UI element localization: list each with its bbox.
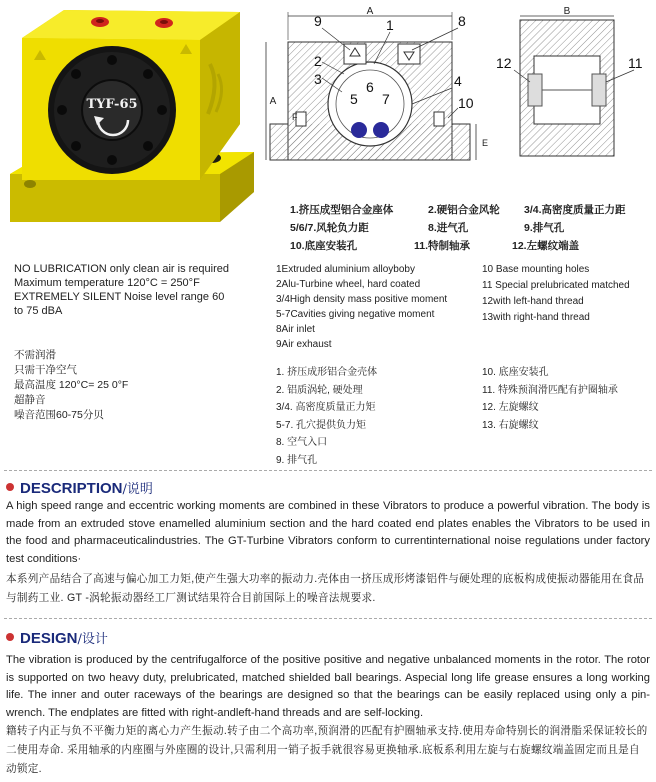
spec-line: EXTREMELY SILENT Noise level range 60 — [14, 291, 225, 303]
part-line: 8. 空气入口 — [276, 437, 328, 448]
part-line: 13with right-hand thread — [482, 312, 590, 323]
product-photo — [4, 4, 260, 254]
description-heading — [6, 478, 153, 497]
part-line: 13. 右旋螺纹 — [482, 419, 539, 431]
part-line: 3/4. 高密度质量正力矩 — [276, 402, 376, 413]
callout-7: 7 — [382, 91, 390, 107]
spec-line: NO LUBRICATION only clean air is required — [14, 263, 229, 275]
design-title: DESIGN — [20, 630, 78, 647]
divider — [4, 618, 652, 619]
parts-en-left — [276, 262, 447, 352]
part-line: 5-7. 孔穴提供负力矩 — [276, 419, 367, 431]
technical-drawing — [262, 4, 652, 204]
dim-label-e: E — [482, 138, 489, 148]
part-line: 10. 底座安装孔 — [482, 367, 549, 378]
design-heading — [6, 628, 108, 647]
spec-line: to 75 dBA — [14, 305, 63, 317]
callout-6: 6 — [366, 79, 374, 95]
callout-10: 10 — [458, 95, 474, 111]
part-line: 2. 铝质涡轮, 硬处理 — [276, 384, 363, 396]
callout-11: 11 — [628, 55, 643, 71]
dim-label-a-top: A — [366, 6, 374, 17]
model-label: TYF-65 — [86, 97, 138, 112]
callout-9: 9 — [314, 13, 322, 29]
part-line: 11. 特殊预润滑匹配有护圈轴承 — [482, 384, 618, 396]
bullet-icon — [6, 633, 14, 641]
part-line: 9. 排气孔 — [276, 454, 318, 466]
bullet-icon — [6, 483, 14, 491]
legend-item: 10.底座安装孔 — [290, 240, 358, 252]
callout-3: 3 — [314, 71, 322, 87]
spec-line: 最高温度 120°C= 25 0°F — [14, 379, 129, 391]
divider — [4, 470, 652, 471]
spec-line: 超静音 — [14, 394, 46, 406]
callout-12: 12 — [496, 55, 512, 71]
description-text-cn: 本系列产品结合了高速与偏心加工力矩,使产生强大功率的振动力.壳体由一挤压成形烤漆铝件与硬处理的底板构成使振动器能用在食品与制药工业. GT -涡轮振动器经工厂测试结果符合目前国际上的噪音法规要求. — [6, 573, 645, 604]
description-text-en: A high speed range and eccentric working moments are combined in these Vibrators to produce a powerful vibration. The body is made from an extruded stove enamelled aluminium section and the hard coated end plates enables the Vibrators to be used in the food and pharmaceuticalindustries. The GT-Turbine Vibrators conform to currentinternational noise regulations under factory test conditions· — [6, 500, 650, 565]
dim-label-f: F — [292, 112, 298, 122]
part-line: 9Air exhaust — [276, 339, 332, 350]
legend-item: 5/6/7.风轮负力距 — [290, 222, 369, 234]
description-title-cn: /说明 — [122, 482, 153, 497]
legend-item: 3/4.高密度质量正力距 — [524, 204, 626, 216]
part-line: 12. 左旋螺纹 — [482, 402, 539, 413]
part-line: 3/4High density mass positive moment — [276, 294, 448, 305]
part-line: 11 Special prelubricated matched — [482, 280, 630, 291]
legend-item: 8.进气孔 — [428, 222, 469, 234]
parts-cn-left — [276, 364, 377, 469]
part-line: 1. 挤压成形铝合金壳体 — [276, 367, 378, 378]
specs-en — [14, 262, 229, 318]
legend-item: 1.挤压成型铝合金座体 — [290, 204, 394, 216]
spec-line: 只需干净空气 — [14, 364, 77, 376]
callout-5: 5 — [350, 91, 358, 107]
design-text-en: The vibration is produced by the centrifugalforce of the positive positive and negative unbalanced moments in the rotor. The rotor is supported on two heavy duty, prelubricated, matched shielded ball bearings. Aspecial long life grease ensures a long working life. The inner and outer raceways of the bearings are designed so that the bearings can be easily replaced using only a pin-wrench. The endplates are fitted with right-andleft-hand threads and are self-locking. — [6, 654, 650, 719]
part-line: 8Air inlet — [276, 324, 315, 335]
description-title: DESCRIPTION — [20, 480, 123, 497]
legend-item: 2.硬铝合金风轮 — [428, 204, 500, 216]
specs-cn — [14, 348, 128, 423]
parts-cn-right — [482, 364, 618, 434]
legend-item: 9.排气孔 — [524, 222, 565, 234]
dim-label-b: B — [563, 6, 571, 17]
part-line: 1Extruded aluminium alloyboby — [276, 264, 415, 275]
part-line: 10 Base mounting holes — [482, 264, 590, 275]
part-line: 2Alu-Turbine wheel, hard coated — [276, 279, 421, 290]
callout-4: 4 — [454, 73, 462, 89]
spec-line: 噪音范围60-75分贝 — [14, 409, 104, 421]
design-title-cn: /设计 — [77, 632, 108, 647]
callout-1: 1 — [386, 17, 394, 33]
parts-en-right — [482, 262, 630, 326]
design-text-cn: 籍转子内正与负不平衡力矩的离心力产生振动.转子由二个高功率,预润滑的匹配有护圈轴承支持.使用寿命特别长的润滑脂采保证较长的二使用寿命. 采用轴承的内座圈与外座圈的设计,只需利用一销子扳手就很容易更换轴承.底板系利用左旋与右旋螺纹端盖固定而且是自动锁定. — [6, 725, 648, 775]
dim-label-a-side: A — [269, 96, 277, 107]
callout-8: 8 — [458, 13, 466, 29]
legend-item: 11.特制轴承 — [414, 240, 471, 252]
callout-2: 2 — [314, 53, 322, 69]
spec-line: Maximum temperature 120°C = 250°F — [14, 277, 200, 289]
legend-item: 12.左螺纹端盖 — [512, 240, 580, 252]
part-line: 5-7Cavities giving negative moment — [276, 309, 435, 320]
spec-line: 不需润滑 — [14, 349, 56, 361]
part-line: 12with left-hand thread — [482, 296, 584, 307]
